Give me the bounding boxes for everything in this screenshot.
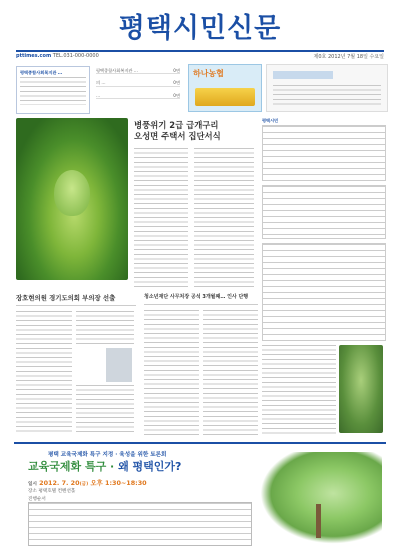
banner-date-day: (금)	[79, 482, 89, 487]
banner-program-label: 진행순서	[28, 497, 46, 502]
middle-col-2	[203, 310, 258, 436]
banner-title	[28, 458, 181, 474]
index-row[interactable]: … 0면	[96, 92, 180, 98]
dateline	[16, 50, 384, 60]
council-story	[16, 294, 136, 436]
center-ad-graphic	[195, 88, 255, 106]
banner-time: 오후 1:30~18:30	[90, 479, 147, 487]
tree-trunk	[316, 504, 321, 538]
council-col-2a	[76, 311, 134, 345]
banner-date-row	[28, 478, 147, 487]
council-headline[interactable]: 장호현의원 경기도의회 부의장 선출	[16, 294, 136, 306]
sidebar-table-3	[262, 243, 386, 341]
middle-headline[interactable]: 청소년재단 사무처장 공석 3개월째… 인사 단행	[144, 294, 258, 305]
index-list	[96, 68, 180, 106]
banner-place: 평택호텔 컨벤션홀	[38, 489, 76, 494]
frog-shape	[54, 170, 90, 216]
right-sidebar	[262, 118, 386, 436]
index-box-left	[16, 66, 90, 114]
sidebar-text	[262, 345, 336, 437]
index-box-heading: 평택종합사회복지관 …	[20, 70, 63, 75]
phone: TEL.031-000-0000	[52, 53, 99, 59]
center-ad-label: 하나농협	[193, 69, 224, 78]
middle-col-1	[144, 310, 199, 436]
middle-story	[144, 294, 258, 436]
ad-text	[273, 85, 381, 105]
feature-col-2	[194, 148, 254, 290]
forum-banner[interactable]	[14, 442, 386, 548]
index-row[interactable]: 평택종합사회복지관 … 0면	[96, 68, 180, 73]
banner-date-label: 일시	[28, 482, 37, 487]
program-table	[28, 502, 252, 546]
banner-place-row	[28, 488, 75, 494]
banner-kicker: 평택 교육국제화 특구 지정 · 육성을 위한 토론회	[48, 452, 167, 458]
frog-photo	[16, 118, 128, 280]
sidebar-table-1	[262, 125, 386, 181]
feature-headline-1[interactable]: 병풍위기 2급 급개구리	[134, 120, 219, 130]
feature-story	[134, 120, 256, 300]
banner-date-value: 2012. 7. 20	[39, 479, 80, 487]
feature-col-1	[134, 148, 188, 290]
banner-tree-graphic	[260, 452, 382, 544]
index-box-text	[20, 77, 86, 105]
banner-place-label: 장소	[28, 489, 37, 494]
council-col-1	[16, 311, 72, 435]
banner-title-prefix: 교육국제화 특구 ·	[28, 460, 119, 473]
top-right-ad[interactable]	[266, 64, 388, 112]
right-sidebar-tag: 평택시민	[262, 118, 279, 123]
issue-info: 제0호 2012년 7월 18일 수요일	[313, 54, 384, 60]
ad-bar	[273, 71, 333, 79]
index-row[interactable]: 의 … 0면	[96, 80, 180, 86]
banner-title-em: 왜 평택인가?	[118, 460, 182, 473]
masthead	[0, 0, 400, 58]
council-col-2b	[76, 385, 134, 435]
sidebar-table-2	[262, 185, 386, 239]
feature-headline-2[interactable]: 오성면 주택서 집단서식	[134, 131, 221, 141]
newspaper-title: 평택시민신문	[118, 13, 282, 44]
councillor-photo	[106, 348, 132, 382]
center-ad[interactable]	[188, 64, 262, 112]
site-url[interactable]: pttimes.com	[16, 53, 52, 59]
sidebar-photo	[339, 345, 383, 433]
